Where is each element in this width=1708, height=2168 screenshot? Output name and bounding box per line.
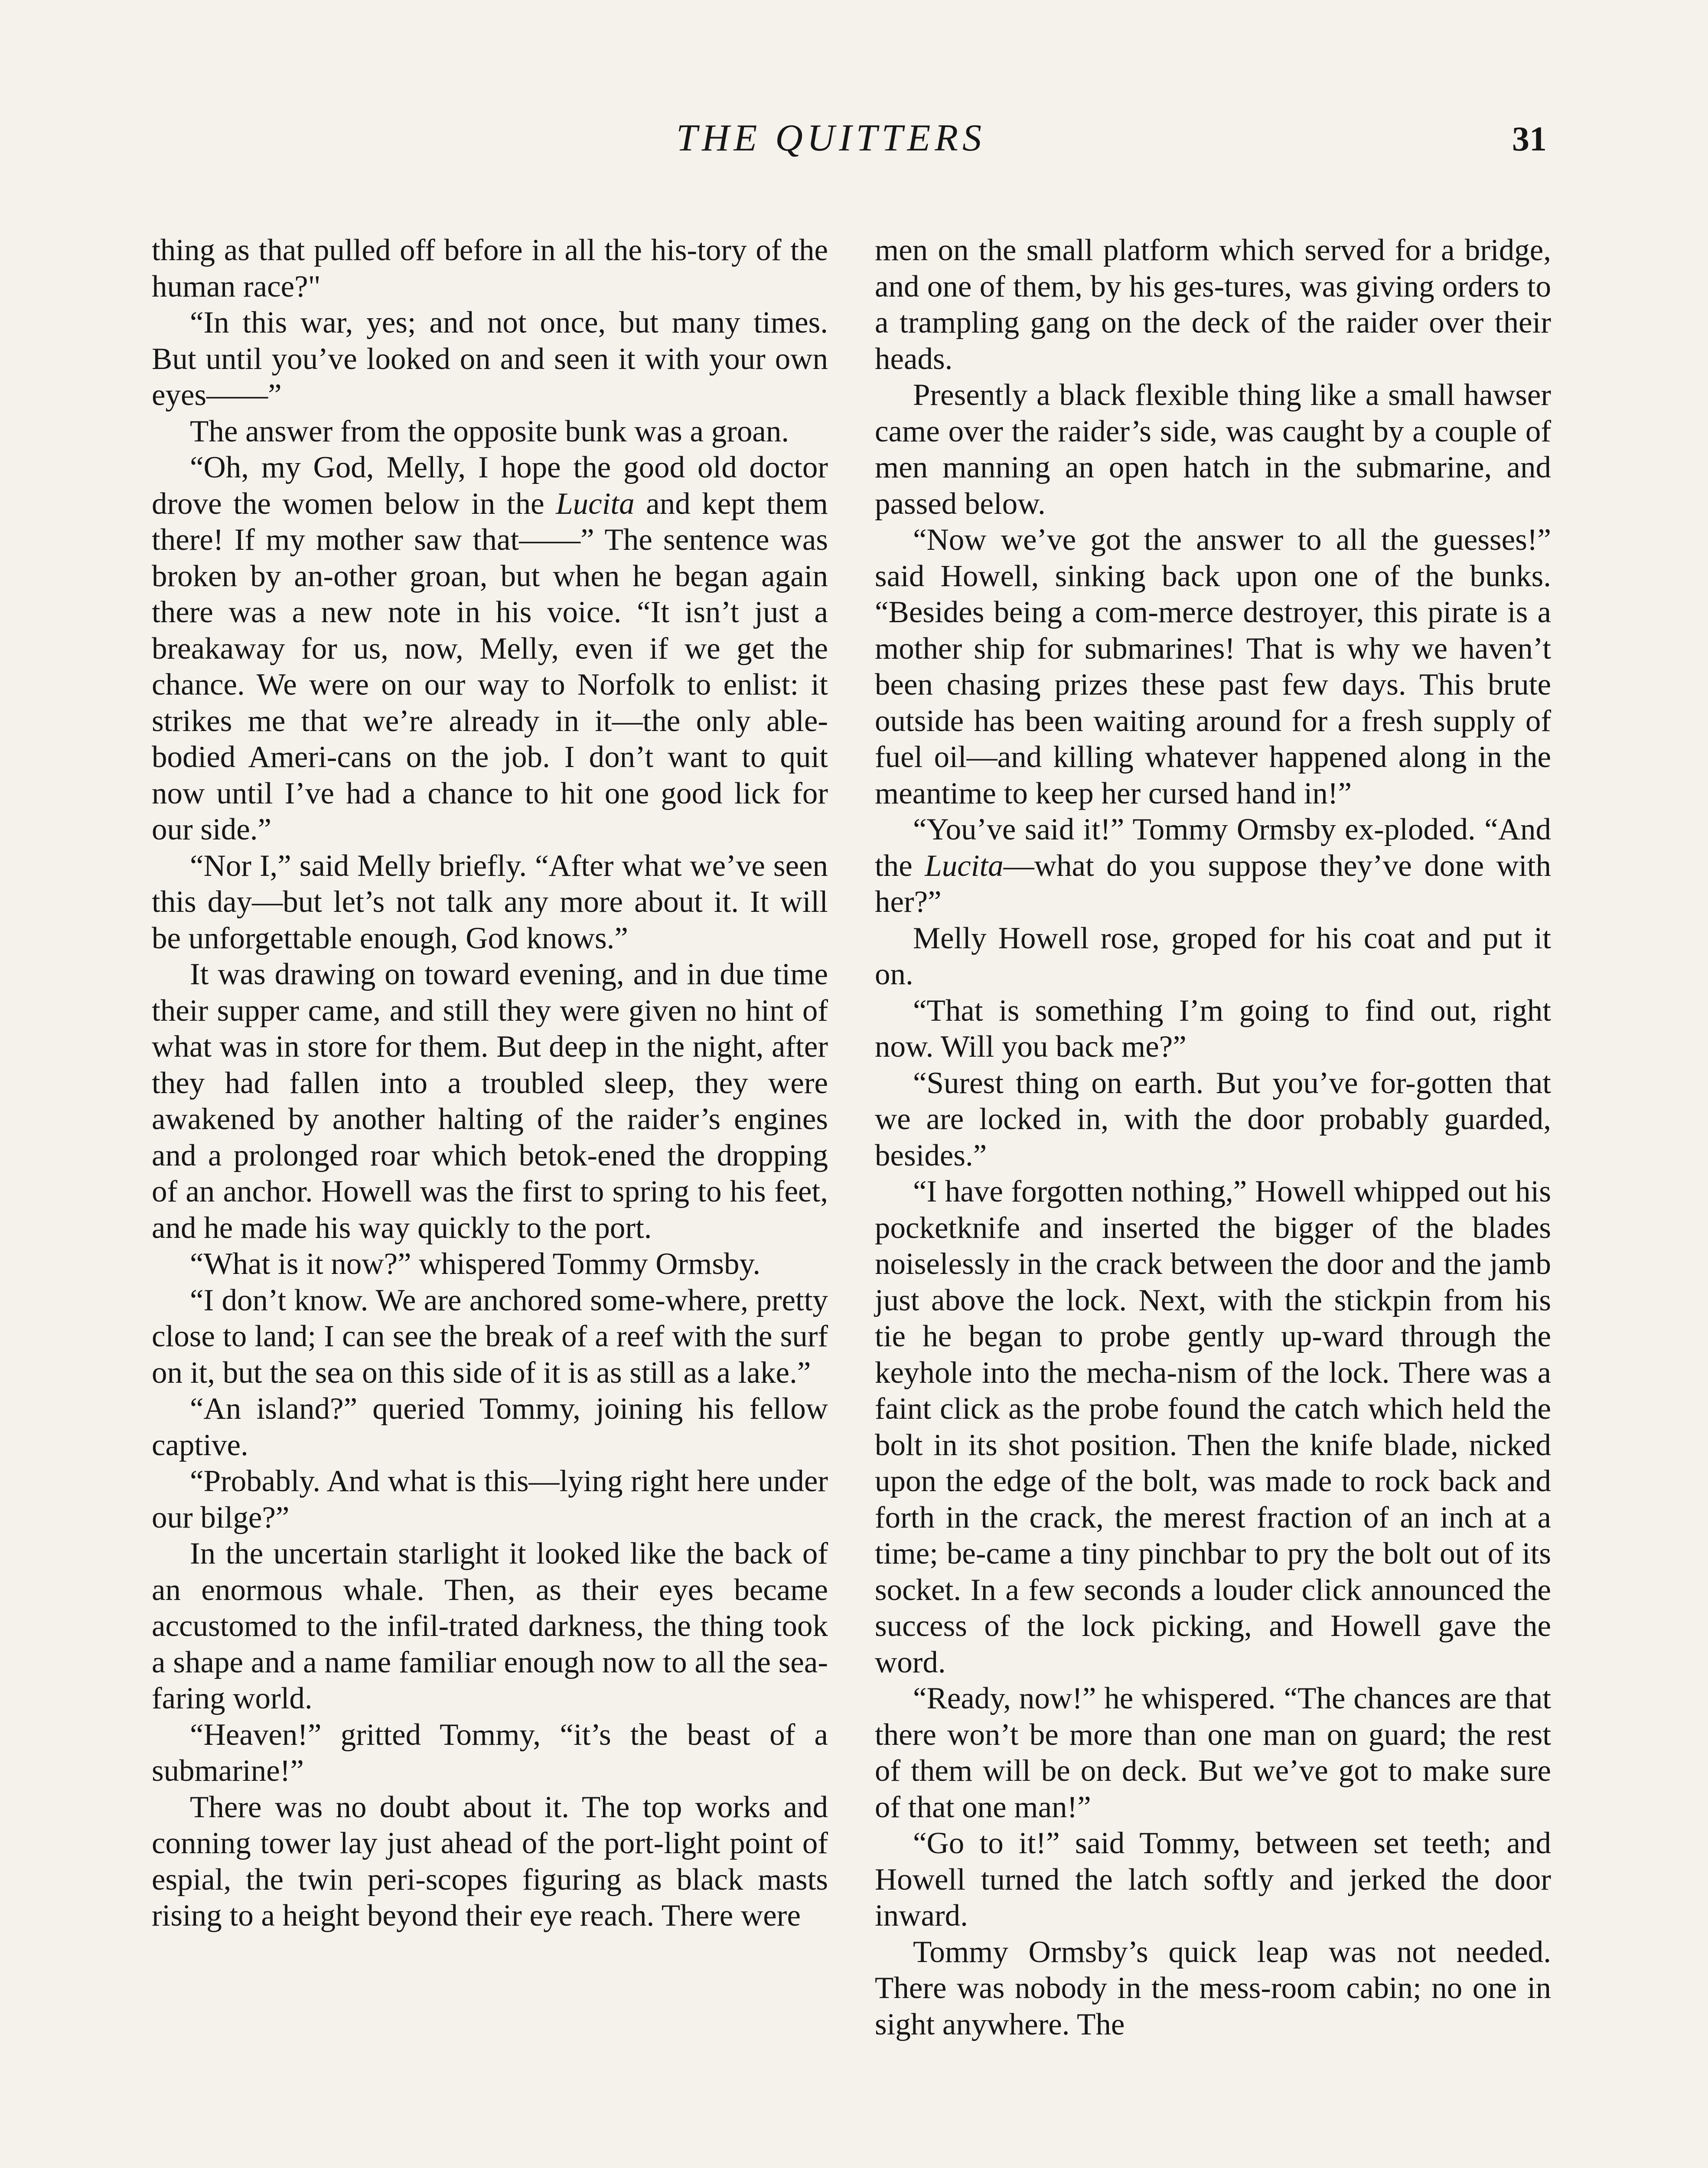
paragraph: “You’ve said it!” Tommy Ormsby ex-ploded. “And the Lucita—what do you suppose they’ve done with her?”: [875, 813, 1551, 919]
paragraph: “Probably. And what is this—lying right here under our bilge?”: [152, 1464, 828, 1535]
paragraph: “That is something I’m going to find out, right now. Will you back me?”: [875, 993, 1551, 1064]
ship-name: Lucita: [556, 486, 635, 521]
page-number: 31: [1512, 120, 1547, 158]
paragraph: men on the small platform which served for a bridge, and one of them, by his ges-tures, was giving orders to a trampling gang on the deck of the raider over their heads.: [875, 233, 1551, 376]
paragraph: There was no doubt about it. The top works and conning tower lay just ahead of the port-light point of espial, the twin peri-scopes figuring as black masts rising to a height beyond their eye reach. There were: [152, 1790, 828, 1933]
paragraph: thing as that pulled off before in all the his-tory of the human race?": [152, 233, 828, 304]
paragraph: “What is it now?” whispered Tommy Ormsby.: [190, 1247, 761, 1281]
paragraph: “In this war, yes; and not once, but many times. But until you’ve looked on and seen it with your own eyes——”: [152, 306, 828, 412]
paragraph: The answer from the opposite bunk was a groan.: [190, 414, 789, 448]
paragraph: In the uncertain starlight it looked like the back of an enormous whale. Then, as their eyes became accustomed to the infil-trated darkness, the thing took a shape and a name familiar enough now to all the sea-faring world.: [152, 1537, 828, 1715]
left-column: [152, 232, 828, 1934]
paragraph: “Go to it!” said Tommy, between set teeth; and Howell turned the latch softly and jerked the door inward.: [875, 1826, 1551, 1933]
running-head: [0, 108, 1708, 168]
paragraph: Tommy Ormsby’s quick leap was not needed. There was nobody in the mess-room cabin; no one in sight anywhere. The: [875, 1935, 1551, 2041]
running-title: THE QUITTERS: [676, 117, 986, 159]
paragraph: “Nor I,” said Melly briefly. “After what we’ve seen this day—but let’s not talk any more about it. It will be unforgettable enough, God knows.”: [152, 849, 828, 955]
paragraph: Presently a black flexible thing like a small hawser came over the raider’s side, was caught by a couple of men manning an open hatch in the submarine, and passed below.: [875, 378, 1551, 521]
paragraph: “I don’t know. We are anchored some-where, pretty close to land; I can see the break of a reef with the surf on it, but the sea on this side of it is as still as a lake.”: [152, 1283, 828, 1390]
ship-name: Lucita: [925, 849, 1004, 883]
paragraph: “Ready, now!” he whispered. “The chances are that there won’t be more than one man on guard; the rest of them will be on deck. But we’ve got to make sure of that one man!”: [875, 1682, 1551, 1824]
paragraph: “Now we’ve got the answer to all the guesses!” said Howell, sinking back upon one of the bunks. “Besides being a com-merce destroyer, this pirate is a mother ship for submarines! That is why we haven’t been chasing prizes these past few days. This brute outside has been waiting around for a fresh supply of fuel oil—and killing whatever happened along in the meantime to keep her cursed hand in!”: [875, 523, 1551, 810]
paragraph: It was drawing on toward evening, and in due time their supper came, and still they were given no hint of what was in store for them. But deep in the night, after they had fallen into a troubled sleep, they were awakened by another halting of the raider’s engines and a prolonged roar which betok-ened the dropping of an anchor. Howell was the first to spring to his feet, and he made his way quickly to the port.: [152, 957, 828, 1245]
paragraph: “Surest thing on earth. But you’ve for-gotten that we are locked in, with the door probably guarded, besides.”: [875, 1066, 1551, 1172]
paragraph: “Oh, my God, Melly, I hope the good old doctor drove the women below in the Lucita and kept them there! If my mother saw that——” The sentence was broken by an-other groan, but when he began again there was a new note in his voice. “It isn’t just a breakaway for us, now, Melly, even if we get the chance. We were on our way to Norfolk to enlist: it strikes me that we’re already in it—the only able-bodied Ameri-cans on the job. I don’t want to quit now until I’ve had a chance to hit one good lick for our side.”: [152, 451, 828, 846]
paragraph: Melly Howell rose, groped for his coat and put it on.: [875, 921, 1551, 991]
paragraph: “I have forgotten nothing,” Howell whipped out his pocketknife and inserted the bigger of the blades noiselessly in the crack between the door and the jamb just above the lock. Next, with the stickpin from his tie he began to probe gently up-ward through the keyhole into the mecha-nism of the lock. There was a faint click as the probe found the catch which held the bolt in its shot position. Then the knife blade, nicked upon the edge of the bolt, was made to rock back and forth in the crack, the merest fraction of an inch at a time; be-came a tiny pinchbar to pry the bolt out of its socket. In a few seconds a louder click announced the success of the lock picking, and Howell gave the word.: [875, 1175, 1551, 1679]
paragraph: “An island?” queried Tommy, joining his fellow captive.: [152, 1392, 828, 1462]
paragraph: “Heaven!” gritted Tommy, “it’s the beast of a submarine!”: [152, 1717, 828, 1788]
right-column: [875, 232, 1551, 2043]
